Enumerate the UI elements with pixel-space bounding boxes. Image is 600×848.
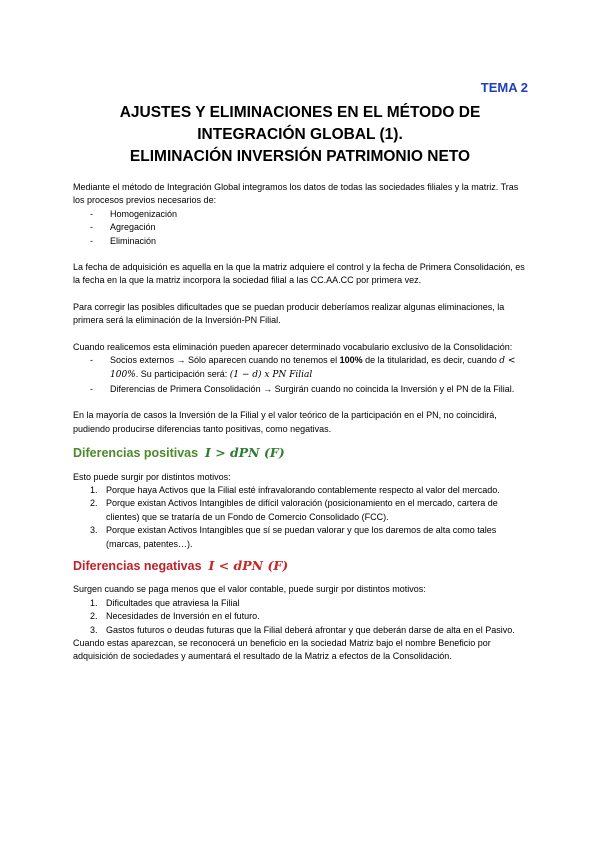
list-item: - Eliminación (73, 235, 528, 248)
tema-label: TEMA 2 (480, 80, 528, 95)
formula-positivas: I > dPN (F) (205, 445, 285, 461)
negativas-list (73, 597, 528, 637)
intro-paragraph: Mediante el método de Integración Global integramos los datos de todas las sociedades filiales y la matriz. Tras los procesos previos necesarios de: (73, 182, 519, 206)
title-line-2: INTEGRACIÓN GLOBAL (1). (197, 126, 403, 143)
list-item: 1. Porque haya Activos que la Filial esté infravalorando contablemente respecto al valor del mercado. (90, 484, 500, 495)
positivas-intro: Esto puede surgir por distintos motivos: (73, 471, 231, 482)
negativas-intro: Surgen cuando se paga menos que el valor contable, puede surgir por distintos motivos: (73, 584, 426, 595)
formula-negativas: I < dPN (F) (208, 557, 289, 573)
vocab-intro: Cuando realicemos esta eliminación pueden aparecer determinado vocabulario exclusivo de la Consolidación: (73, 341, 513, 352)
heading-diferencias-negativas: Diferencias negativas I < dPN (F) (73, 557, 289, 573)
list-item-diferencias: - Diferencias de Primera Consolidación → Surgirán cuando no coincida la Inversión y el PN de la Filial. (73, 383, 528, 396)
list-item: 3. Porque existan Activos Intangibles que sí se puedan valorar y que los daremos de alta como tales (marcas, patentes…). (90, 525, 497, 549)
title-line-1: AJUSTES Y ELIMINACIONES EN EL MÉTODO DE (119, 104, 481, 121)
math-inline: (1 − d) x PN Filial (229, 370, 313, 381)
list-item: - Agregación (73, 221, 528, 234)
title-line-3: ELIMINACIÓN INVERSIÓN PATRIMONIO NETO (129, 148, 471, 165)
heading-diferencias-positivas: Diferencias positivas I > dPN (F) (73, 445, 285, 461)
list-item: - Homogenización (73, 208, 528, 221)
fecha-paragraph: La fecha de adquisición es aquella en la que la matriz adquiere el control y la fecha de Primera Consolidación, es la fecha en la que la matriz incorpora la sociedad filial a las CC.AA.CC por primera vez. (73, 262, 525, 286)
list-item: 3. Gastos futuros o deudas futuras que la Filial deberá afrontar y que deberán darse de alta en el Pasivo. (90, 624, 515, 635)
positivas-list (73, 484, 528, 551)
intro-list (73, 208, 528, 248)
math-inline: d < 100% (110, 356, 516, 381)
negativas-closing: Cuando estas aparezcan, se reconocerá un beneficio en la sociedad Matriz bajo el nombre Beneficio por adquisición de sociedades y aumentará el resultado de la Matriz a efectos de la Consolidación. (73, 637, 491, 662)
document-body (73, 181, 528, 664)
corregir-paragraph: Para corregir las posibles dificultades que se puedan producir deberíamos realizar algunas eliminaciones, la primera será la eliminación de la Inversión-PN Filial. (73, 301, 505, 326)
list-item: 1. Dificultades que atraviesa la Filial (90, 597, 240, 608)
mayoria-paragraph: En la mayoría de casos la Inversión de la Filial y el valor teórico de la participación en el PN, no coincidirá, pudiendo producirse diferencias tanto positivas, como negativas. (73, 410, 497, 434)
list-item: 2. Porque existan Activos Intangibles de difícil valoración (posicionamiento en el mercado, cartera de clientes) que se trataría de un Fondo de Comercio Consolidado (FCC). (90, 498, 498, 522)
list-item-socios-externos: - Socios externos → Sólo aparecen cuando no tenemos el 100% de la titularidad, es decir, cuando d < 100%. Su participación será: (1 − d) x PN Filial (73, 354, 528, 383)
page-title (70, 102, 530, 168)
vocab-list (73, 354, 528, 396)
list-item: 2. Necesidades de Inversión en el futuro. (90, 611, 260, 622)
